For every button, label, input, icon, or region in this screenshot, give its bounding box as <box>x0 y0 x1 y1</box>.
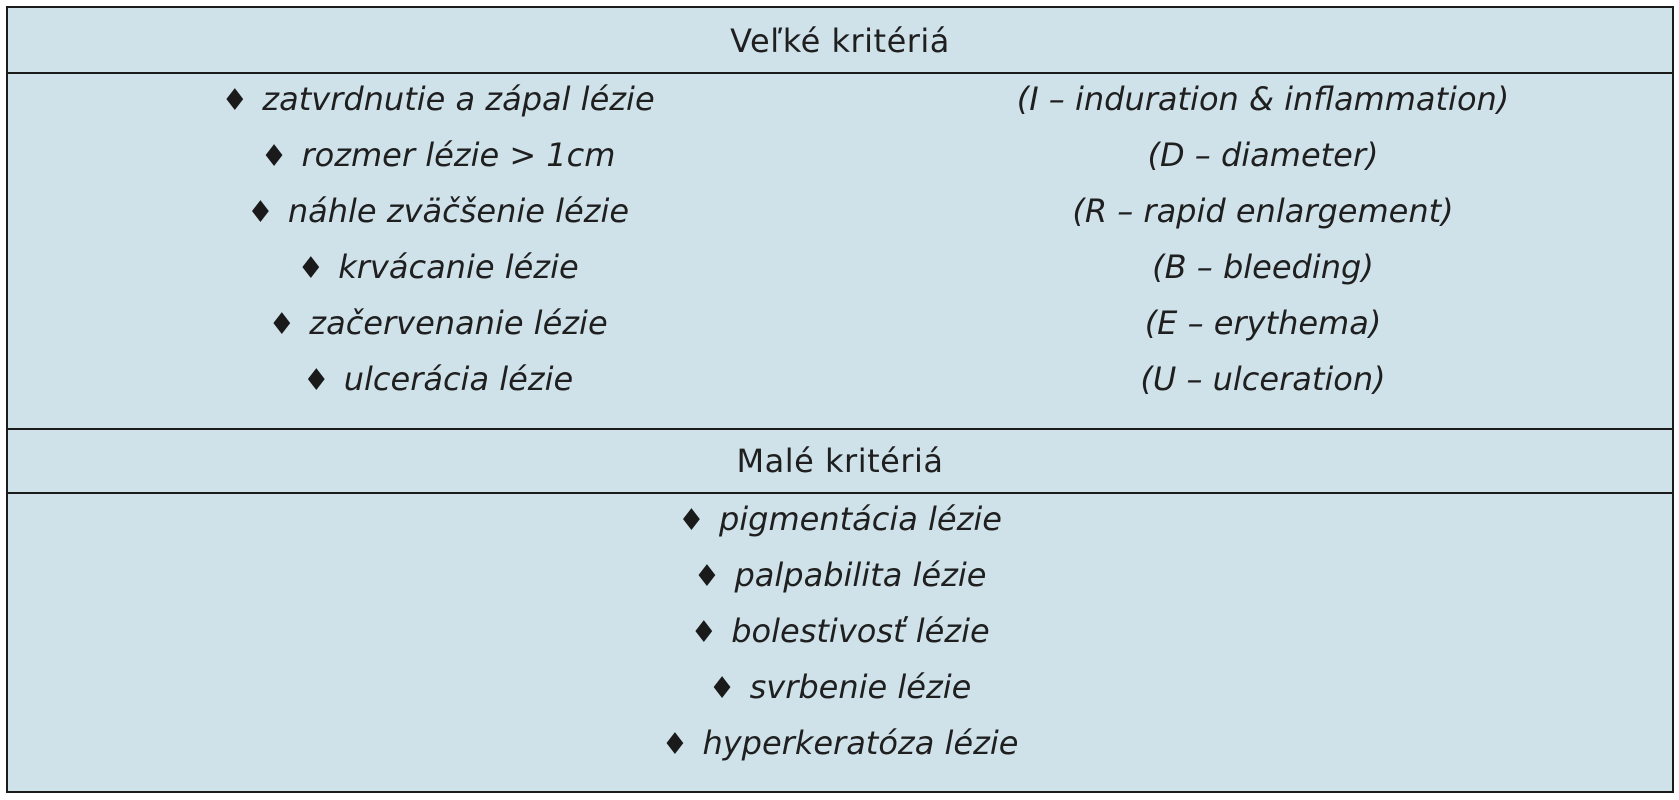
minor-criteria-row <box>8 668 1672 726</box>
minor-criterion-text: palpabilita lézie <box>734 556 987 594</box>
minor-criteria-row <box>8 612 1672 670</box>
minor-criterion-text: pigmentácia lézie <box>718 500 1002 538</box>
major-criterion-sk <box>8 360 868 398</box>
major-criterion-en: (U – ulceration) <box>1140 360 1386 398</box>
diamond-bullet-icon: ♦ <box>302 363 330 398</box>
minor-criterion <box>8 724 1672 762</box>
diamond-bullet-icon: ♦ <box>260 139 288 174</box>
minor-criterion-text: svrbenie lézie <box>749 668 972 706</box>
major-criteria-row <box>8 360 1672 418</box>
diamond-bullet-icon: ♦ <box>297 251 325 286</box>
header-divider <box>8 72 1672 74</box>
major-criterion-sk <box>8 136 868 174</box>
major-criteria-row <box>8 192 1672 250</box>
minor-criteria-row <box>8 724 1672 782</box>
diamond-bullet-icon: ♦ <box>661 727 689 762</box>
diamond-bullet-icon: ♦ <box>221 83 249 118</box>
major-criterion-sk <box>8 304 868 342</box>
minor-criterion-text: hyperkeratóza lézie <box>702 724 1019 762</box>
diamond-bullet-icon: ♦ <box>268 307 296 342</box>
criteria-table <box>6 6 1674 793</box>
major-criterion-sk-text: rozmer lézie > 1cm <box>301 136 616 174</box>
minor-criteria-header: Malé kritériá <box>736 442 944 480</box>
major-criterion-sk-text: začervenanie lézie <box>309 304 608 342</box>
major-criteria-row <box>8 136 1672 194</box>
major-criteria-row <box>8 248 1672 306</box>
major-criterion-sk <box>8 248 868 286</box>
major-criterion-sk-text: zatvrdnutie a zápal lézie <box>262 80 655 118</box>
minor-criterion <box>8 668 1672 706</box>
major-criterion-en: (E – erythema) <box>1144 304 1382 342</box>
header-divider <box>8 492 1672 494</box>
major-criterion-en: (I – induration & inflammation) <box>1016 80 1510 118</box>
major-criterion-en: (R – rapid enlargement) <box>1072 192 1454 230</box>
diamond-bullet-icon: ♦ <box>708 671 736 706</box>
major-criterion-sk <box>8 80 868 118</box>
minor-criterion <box>8 500 1672 538</box>
major-criterion-en: (B – bleeding) <box>1152 248 1374 286</box>
diamond-bullet-icon: ♦ <box>246 195 274 230</box>
diamond-bullet-icon: ♦ <box>690 615 718 650</box>
major-criterion-sk <box>8 192 868 230</box>
minor-criteria-row <box>8 556 1672 614</box>
minor-criterion <box>8 556 1672 594</box>
major-criterion-sk-text: krvácanie lézie <box>338 248 579 286</box>
minor-criteria-row <box>8 500 1672 558</box>
major-criteria-header: Veľké kritériá <box>730 22 950 60</box>
major-criterion-en: (D – diameter) <box>1147 136 1379 174</box>
major-criteria-row <box>8 80 1672 138</box>
minor-criterion <box>8 612 1672 650</box>
major-criteria-row <box>8 304 1672 362</box>
section-divider <box>8 428 1672 430</box>
diamond-bullet-icon: ♦ <box>678 503 705 538</box>
diamond-bullet-icon: ♦ <box>693 559 721 594</box>
major-criterion-sk-text: náhle zväčšenie lézie <box>287 192 630 230</box>
major-criterion-sk-text: ulcerácia lézie <box>343 360 574 398</box>
minor-criterion-text: bolestivosť lézie <box>731 612 990 650</box>
